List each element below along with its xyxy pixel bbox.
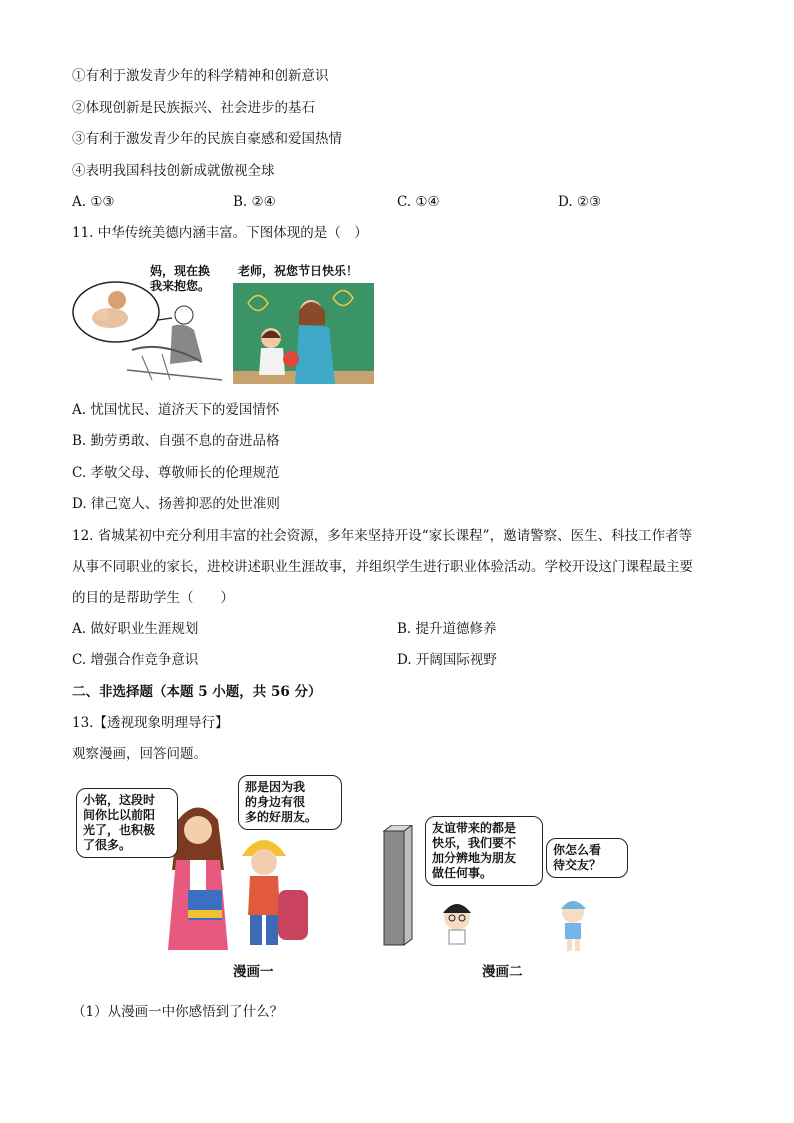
- q10-option-a[interactable]: A. ①③: [72, 194, 115, 210]
- teacher-student-illustration: [233, 283, 374, 384]
- q11-option-b[interactable]: B. 勤劳勇敢、自强不息的奋进品格: [72, 433, 280, 449]
- boy-speech-bubble: 那是因为我 的身边有很 多的好朋友。: [238, 775, 342, 830]
- q10-option-d[interactable]: D. ②③: [558, 194, 602, 210]
- q13-sub-question-1: （1）从漫画一中你感悟到了什么？: [72, 1004, 284, 1020]
- q13-title: 13.【透视现象明理导行】: [72, 715, 229, 731]
- q12-option-b[interactable]: B. 提升道德修养: [397, 621, 497, 637]
- q12-option-c[interactable]: C. 增强合作竞争意识: [72, 652, 199, 668]
- comic-two-caption: 漫画二: [482, 964, 523, 980]
- teacher-speech-bubble: 小铭，这段时 间你比以前阳 光了，也积极 了很多。: [76, 788, 178, 858]
- section-title: 二、非选择题（本题 5 小题，共 56 分）: [72, 684, 322, 700]
- q13-instruction: 观察漫画，回答问题。: [72, 746, 207, 762]
- q12-option-a[interactable]: A. 做好职业生涯规划: [72, 621, 199, 637]
- q11-option-d[interactable]: D. 律己宽人、扬善抑恶的处世准则: [72, 496, 280, 512]
- q11-stem: 11. 中华传统美德内涵丰富。下图体现的是（ ）: [72, 225, 368, 241]
- q10-statement-4: ④表明我国科技创新成就傲视全球: [72, 163, 275, 179]
- q11-option-a[interactable]: A. 忧国忧民、道济天下的爱国情怀: [72, 402, 280, 418]
- q12-option-d[interactable]: D. 开阔国际视野: [397, 652, 497, 668]
- q10-statement-2: ②体现创新是民族振兴、社会进步的基石: [72, 100, 315, 116]
- q10-option-c[interactable]: C. ①④: [397, 194, 440, 210]
- right-kid-speech-bubble: 你怎么看 待交友？: [546, 838, 628, 878]
- q12-stem-line-2: 从事不同职业的家长，进校讲述职业生涯故事，并组织学生进行职业体验活动。学校开设这门课程最主要: [72, 559, 693, 575]
- q12-stem-line-1: 12. 省城某初中充分利用丰富的社会资源，多年来坚持开设“家长课程”，邀请警察、医生、科技工作者等: [72, 528, 693, 544]
- comic-one-caption: 漫画一: [233, 964, 274, 980]
- q10-statement-1: ①有利于激发青少年的科学精神和创新意识: [72, 68, 329, 84]
- q11-figure-right: [233, 283, 374, 384]
- left-kid-speech-bubble: 友谊带来的都是 快乐，我们要不 加分辨地为朋友 做任何事。: [425, 816, 543, 886]
- q10-option-b[interactable]: B. ②④: [233, 194, 276, 210]
- q10-statement-3: ③有利于激发青少年的民族自豪感和爱国热情: [72, 131, 342, 147]
- q11-option-c[interactable]: C. 孝敬父母、尊敬师长的伦理规范: [72, 465, 280, 481]
- q11-left-caption: 妈，现在换 我来抱您。: [150, 264, 211, 293]
- q12-stem-line-3: 的目的是帮助学生（ ）: [72, 590, 234, 606]
- q11-right-caption: 老师，祝您节日快乐！: [238, 264, 359, 278]
